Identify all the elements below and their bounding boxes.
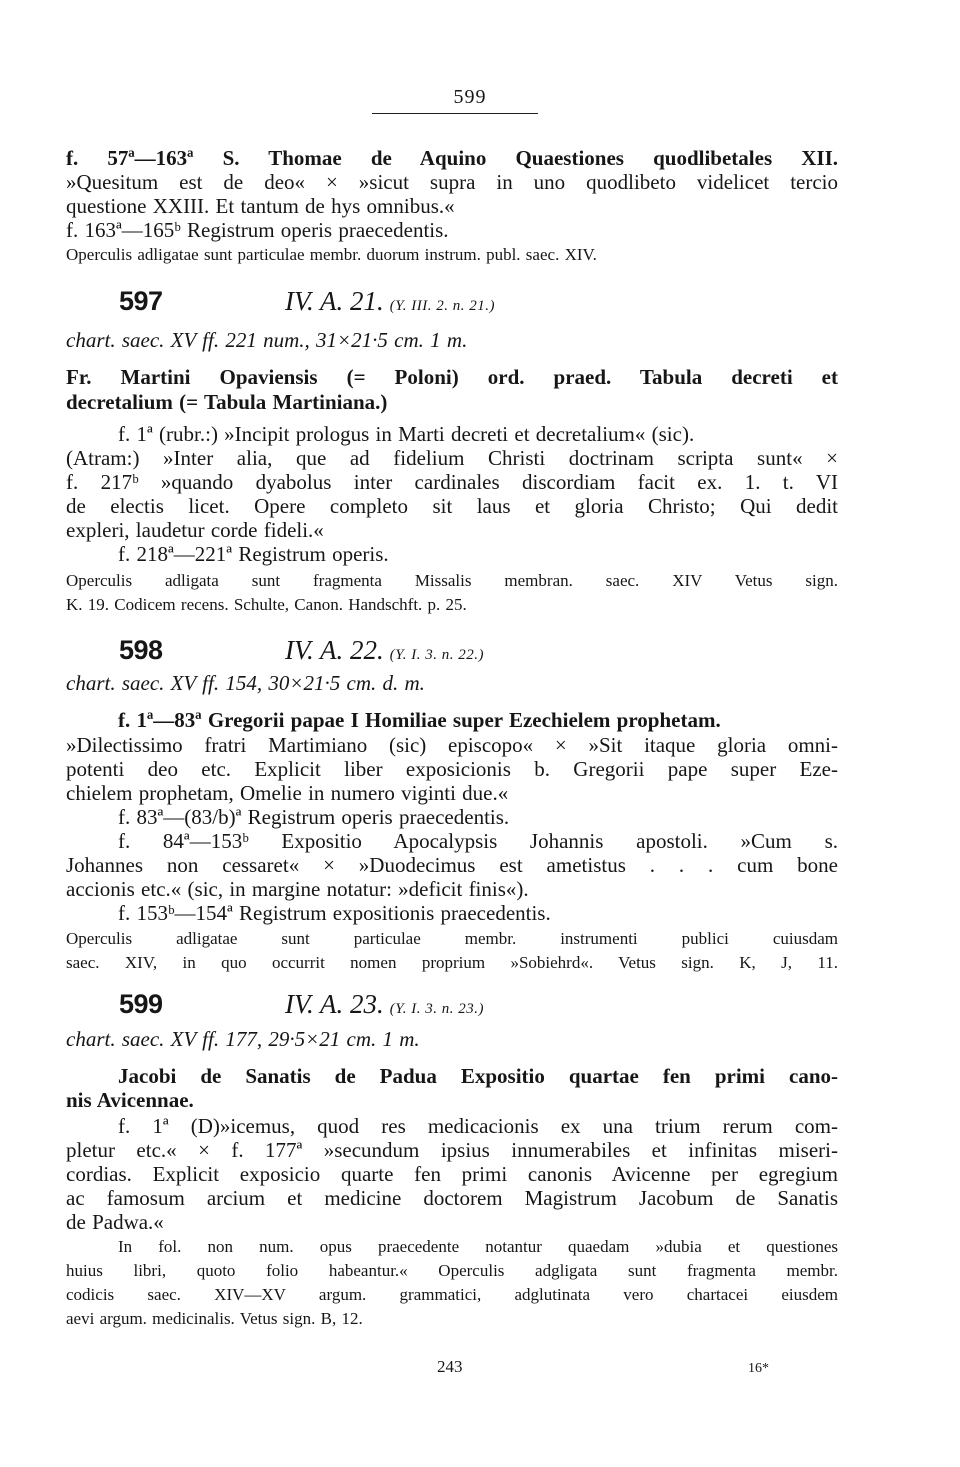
entry-number: 598 <box>119 635 163 665</box>
text-line: de electis licet. Opere completo sit laus et gloria Christo; Qui dedit <box>66 494 838 518</box>
old-shelfmark: (Y. I. 3. n. 23.) <box>389 1001 484 1017</box>
text-line: chart. saec. XV ff. 177, 29·5×21 cm. 1 m. <box>66 1027 420 1051</box>
text-line: f. 84ª—153ᵇ Expositio Apocalypsis Johannis apostoli. »Cum s. <box>118 829 838 853</box>
page-number: 243 <box>437 1357 463 1376</box>
text-line: chielem prophetam, Omelie in numero viginti due.« <box>66 781 509 805</box>
text-line: chart. saec. XV ff. 154, 30×21·5 cm. d. m. <box>66 671 425 695</box>
text-line: f. 218ª—221ª Registrum operis. <box>118 542 389 566</box>
signature-mark: 16* <box>748 1361 769 1376</box>
text-line: ac famosum arcium et medicine doctorem Magistrum Jacobum de Sanatis <box>66 1186 838 1210</box>
text-line: f. 83ª—(83/b)ª Registrum operis praecedentis. <box>118 805 510 829</box>
text-line: In fol. non num. opus praecedente notantur quaedam »dubia et questiones <box>118 1237 838 1256</box>
shelfmark: IV. A. 21. <box>285 286 384 316</box>
text-line: saec. XIV, in quo occurrit nomen proprium »Sobiehrd«. Vetus sign. K, J, 11. <box>66 953 838 972</box>
text-line: f. 153ᵇ—154ª Registrum expositionis praecedentis. <box>118 901 551 925</box>
text-line: pletur etc.« × f. 177ª »secundum ipsius innumerabiles et infinitas miseri- <box>66 1138 838 1162</box>
text-line: »Quesitum est de deo« × »sicut supra in uno quodlibeto videlicet tercio <box>66 170 838 194</box>
text-line: aevi argum. medicinalis. Vetus sign. B, 12. <box>66 1309 363 1328</box>
header-rule <box>372 113 538 114</box>
text-line: potenti deo etc. Explicit liber exposicionis b. Gregorii pape super Eze- <box>66 757 838 781</box>
text-line: Operculis adligata sunt fragmenta Missalis membran. saec. XIV Vetus sign. <box>66 571 838 590</box>
text-line: chart. saec. XV ff. 221 num., 31×21·5 cm. 1 m. <box>66 328 468 352</box>
entry-number: 599 <box>119 989 163 1019</box>
text-line: Fr. Martini Opaviensis (= Poloni) ord. praed. Tabula decreti et <box>66 365 838 389</box>
text-line: f. 217ᵇ »quando dyabolus inter cardinales discordiam facit ex. 1. t. VI <box>66 470 838 494</box>
text-line: nis Avicennae. <box>66 1088 194 1112</box>
text-line: f. 1ª (D)»icemus, quod res medicacionis ex una trium rerum com- <box>118 1114 838 1138</box>
old-shelfmark: (Y. III. 2. n. 21.) <box>389 298 495 314</box>
text-line: (Atram:) »Inter alia, que ad fidelium Christi doctrinam scripta sunt« × <box>66 446 838 470</box>
text-line: f. 57ª—163ª S. Thomae de Aquino Quaestiones quodlibetales XII. <box>66 146 838 170</box>
entry-number: 597 <box>119 286 163 316</box>
text-line: Johannes non cessaret« × »Duodecimus est ametistus . . . cum bone <box>66 853 838 877</box>
running-page-number: 599 <box>453 86 487 108</box>
text-line: questione XXIII. Et tantum de hys omnibus.« <box>66 194 455 218</box>
text-line: K. 19. Codicem recens. Schulte, Canon. Handschft. p. 25. <box>66 595 467 614</box>
text-line: codicis saec. XIV—XV argum. grammatici, adglutinata vero chartacei eiusdem <box>66 1285 838 1304</box>
text-line: de Padwa.« <box>66 1210 164 1234</box>
text-line: Jacobi de Sanatis de Padua Expositio quartae fen primi cano- <box>118 1064 838 1088</box>
text-line: f. 1ª—83ª Gregorii papae I Homiliae super Ezechielem prophetam. <box>118 708 721 732</box>
text-line: »Dilectissimo fratri Martimiano (sic) episcopo« × »Sit itaque gloria omni- <box>66 733 838 757</box>
old-shelfmark: (Y. I. 3. n. 22.) <box>389 647 484 663</box>
text-line: Operculis adligatae sunt particulae membr. instrumenti publici cuiusdam <box>66 929 838 948</box>
shelfmark: IV. A. 23. <box>285 989 384 1019</box>
text-line: f. 1ª (rubr.:) »Incipit prologus in Marti decreti et decretalium« (sic). <box>118 422 695 446</box>
shelfmark: IV. A. 22. <box>285 635 384 665</box>
text-line: cordias. Explicit exposicio quarte fen primi canonis Avicenne per egregium <box>66 1162 838 1186</box>
text-line: expleri, laudetur corde fideli.« <box>66 518 324 542</box>
entry-signature <box>285 286 495 321</box>
entry-signature <box>285 635 484 670</box>
text-line: Operculis adligatae sunt particulae membr. duorum instrum. publ. saec. XIV. <box>66 245 597 264</box>
text-line: decretalium (= Tabula Martiniana.) <box>66 390 388 414</box>
entry-signature <box>285 989 484 1024</box>
text-line: huius libri, quoto folio habeantur.« Operculis adgligata sunt fragmenta membr. <box>66 1261 838 1280</box>
text-line: f. 163ª—165ᵇ Registrum operis praecedentis. <box>66 218 449 242</box>
text-line: accionis etc.« (sic, in margine notatur: »deficit finis«). <box>66 877 529 901</box>
